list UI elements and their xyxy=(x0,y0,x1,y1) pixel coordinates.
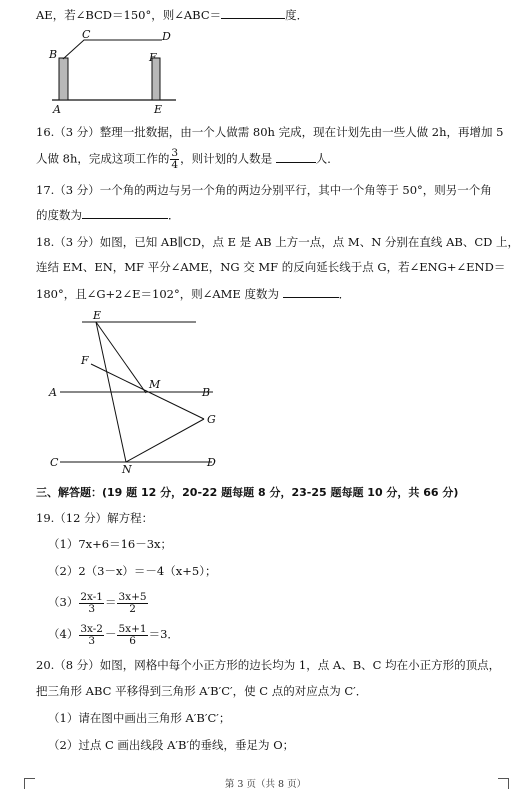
fraction xyxy=(79,624,104,647)
part-label: （3） xyxy=(48,595,79,609)
q16-line2 xyxy=(36,148,501,171)
q16-line1: 16.（3 分）整理一批数据，由一个人做需 80h 完成，现在计划先由一些人做 2h，再增加 5 xyxy=(36,125,504,139)
figure-angle-problem xyxy=(46,305,246,475)
fraction xyxy=(79,592,104,615)
q17-text-b: ． xyxy=(168,208,180,222)
q16-text-b: ，则计划的人数是 xyxy=(180,151,273,166)
frac-denominator: 6 xyxy=(129,634,136,647)
minus-sign: － xyxy=(104,627,117,641)
label-A: A xyxy=(49,386,57,399)
section-heading: 三、解答题：(19 题 12 分，20-22 题每题 8 分，23-25 题每题 10 分，共 66 分) xyxy=(36,486,459,499)
path-BCD xyxy=(63,40,162,59)
q19-title: 19.（12 分）解方程： xyxy=(36,511,154,525)
q19-part3 xyxy=(48,590,501,615)
label-F: F xyxy=(81,354,89,367)
fraction xyxy=(117,592,147,615)
q18-text-b: ． xyxy=(338,287,351,301)
fraction-three-quarters xyxy=(170,148,179,171)
answer-blank[interactable] xyxy=(82,206,168,219)
label-M: M xyxy=(149,378,161,391)
q20-line1: 20.（8 分）如图，网格中每个小正方形的边长均为 1，点 A、B、C 均在小正方形的顶点， xyxy=(36,658,501,672)
label-C: C xyxy=(82,28,91,41)
q17-line2 xyxy=(36,206,501,223)
answer-blank[interactable] xyxy=(283,285,339,298)
label-E: E xyxy=(154,103,163,116)
label-D: D xyxy=(162,30,171,43)
q20-part2: （2）过点 C 画出线段 A′B′的垂线，垂足为 O； xyxy=(48,738,295,752)
frac-numerator: 3x-2 xyxy=(80,622,103,635)
page-footer: 第 3 页（共 8 页） xyxy=(224,779,307,790)
label-F: F xyxy=(149,51,157,64)
q20-line2: 把三角形 ABC 平移得到三角形 A′B′C′，使 C 点的对应点为 C′． xyxy=(36,684,368,698)
q15-text: AE，若∠BCD＝150°，则∠ABC＝ xyxy=(36,8,222,22)
fraction xyxy=(117,624,147,647)
q20-part1: （1）请在图中画出三角形 A′B′C′； xyxy=(48,711,231,725)
bar-EF xyxy=(152,58,160,100)
figure-parallel-bars xyxy=(46,28,196,116)
q17-line1: 17.（3 分）一个角的两边与另一个角的两边分别平行，其中一个角等于 50°，则另一个角 xyxy=(36,183,492,197)
label-G: G xyxy=(207,413,216,426)
frac-numerator: 3x+5 xyxy=(118,590,147,603)
label-D: D xyxy=(207,456,216,469)
frac-numerator: 3 xyxy=(171,147,179,159)
frac-denominator: 4 xyxy=(171,159,179,171)
q19-part1: （1）7x+6＝16－3x； xyxy=(48,537,173,551)
bar-AB xyxy=(59,58,68,100)
frac-numerator: 5x+1 xyxy=(118,622,147,635)
frac-denominator: 2 xyxy=(129,602,136,615)
q19-part4 xyxy=(48,622,501,647)
answer-blank[interactable] xyxy=(221,6,285,19)
q15-suffix: 度． xyxy=(285,8,309,22)
label-C: C xyxy=(50,456,59,469)
q18-line2: 连结 EM、EN，MF 平分∠AME，NG 交 MF 的反向延长线于点 G，若∠ENG+∠END＝ xyxy=(36,260,506,274)
q16-text-a: 人做 8h，完成这项工作的 xyxy=(36,151,170,166)
label-B: B xyxy=(202,386,211,399)
q18-line1: 18.（3 分）如图，已知 AB∥CD，点 E 是 AB 上方一点，点 M、N 分别在直线 AB、CD 上， xyxy=(36,235,520,249)
label-N: N xyxy=(122,463,132,475)
q18-text-a: 180°，且∠G+2∠E＝102°，则∠AME 度数为 xyxy=(36,287,279,301)
frac-denominator: 3 xyxy=(88,634,95,647)
part-label: （4） xyxy=(48,627,79,641)
answer-blank[interactable] xyxy=(276,150,316,163)
label-A: A xyxy=(53,103,61,116)
q17-text-a: 的度数为 xyxy=(36,208,82,222)
q18-line3 xyxy=(36,285,501,302)
label-B: B xyxy=(49,48,58,61)
segment-NG xyxy=(126,419,204,462)
frac-denominator: 3 xyxy=(88,602,95,615)
q19-part2: （2）2（3－x）＝－4（x+5）； xyxy=(48,564,217,578)
equals-sign: ＝ xyxy=(104,595,117,609)
frac-numerator: 2x-1 xyxy=(80,590,103,603)
label-E: E xyxy=(93,309,102,322)
q15-tail xyxy=(36,6,501,23)
equals-three: ＝3． xyxy=(148,627,179,641)
q16-text-c: 人． xyxy=(315,151,339,166)
